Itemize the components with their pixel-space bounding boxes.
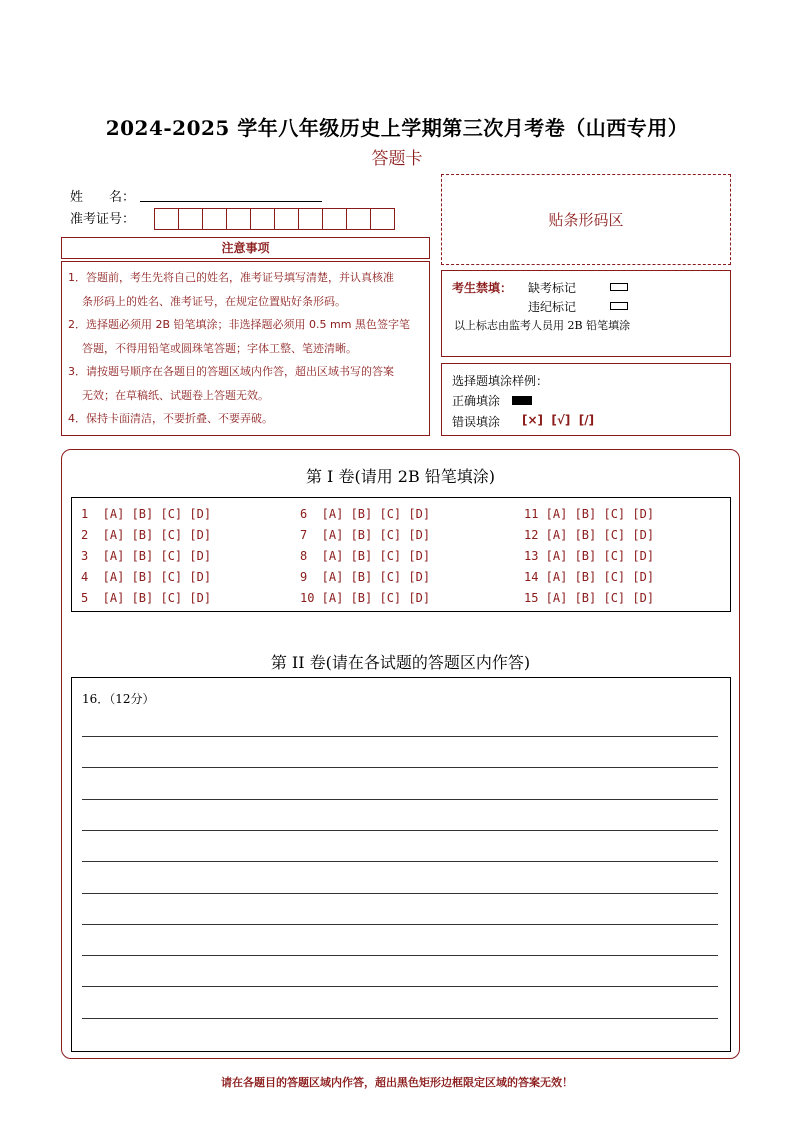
answer-line <box>82 1018 718 1019</box>
written-answer-box[interactable] <box>71 677 731 1052</box>
choice-question[interactable]: 3 [A] [B] [C] [D] <box>81 549 212 563</box>
notice-heading: 注意事项 <box>61 237 430 259</box>
notice-line: 1．答题前，考生先将自己的姓名，准考证号填写清楚，并认真核准 <box>68 271 394 284</box>
choice-question[interactable]: 15 [A] [B] [C] [D] <box>524 591 655 605</box>
id-digit-box[interactable] <box>250 208 275 230</box>
choice-question[interactable]: 10 [A] [B] [C] [D] <box>300 591 431 605</box>
answer-line <box>82 799 718 800</box>
answer-line <box>82 861 718 862</box>
answer-line <box>82 924 718 925</box>
id-digit-box[interactable] <box>154 208 179 230</box>
answer-line <box>82 767 718 768</box>
choice-answer-grid <box>71 497 731 612</box>
violation-mark-box[interactable] <box>610 302 628 310</box>
section1-title: 第 I 卷(请用 2B 铅笔填涂) <box>305 467 496 486</box>
id-digit-box[interactable] <box>322 208 347 230</box>
choice-question[interactable]: 4 [A] [B] [C] [D] <box>81 570 212 584</box>
answer-line <box>82 830 718 831</box>
notice-line: 无效；在草稿纸、试题卷上答题无效。 <box>82 388 269 402</box>
choice-question[interactable]: 5 [A] [B] [C] [D] <box>81 591 212 605</box>
ban-label: 考生禁填： <box>452 281 513 295</box>
page-title: 2024-2025 学年八年级历史上学期第三次月考卷（山西专用） <box>105 116 689 140</box>
choice-question[interactable]: 1 [A] [B] [C] [D] <box>81 507 212 521</box>
id-digit-box[interactable] <box>298 208 323 230</box>
notice-box <box>61 261 430 436</box>
choice-question[interactable]: 8 [A] [B] [C] [D] <box>300 549 431 563</box>
choice-question[interactable]: 13 [A] [B] [C] [D] <box>524 549 655 563</box>
barcode-area <box>441 174 731 265</box>
id-digit-box[interactable] <box>202 208 227 230</box>
question-16-label: 16．（12分） <box>82 692 155 706</box>
choice-question[interactable]: 6 [A] [B] [C] [D] <box>300 507 431 521</box>
choice-question[interactable]: 2 [A] [B] [C] [D] <box>81 528 212 542</box>
id-digit-box[interactable] <box>370 208 395 230</box>
name-field[interactable] <box>140 200 322 202</box>
sample-title: 选择题填涂样例： <box>452 374 549 388</box>
ban-note: 以上标志由监考人员用 2B 铅笔填涂 <box>454 319 631 332</box>
sample-correct-label: 正确填涂 <box>452 394 501 408</box>
choice-question[interactable]: 12 [A] [B] [C] [D] <box>524 528 655 542</box>
notice-line: 4．保持卡面清洁，不要折叠、不要弄破。 <box>68 412 273 425</box>
id-label: 准考证号： <box>70 212 136 227</box>
answer-line <box>82 986 718 987</box>
page-subtitle: 答题卡 <box>371 149 423 169</box>
id-digit-box[interactable] <box>178 208 203 230</box>
sample-wrong-label: 错误填涂 <box>452 415 501 429</box>
choice-question[interactable]: 7 [A] [B] [C] [D] <box>300 528 431 542</box>
filled-mark-icon <box>512 396 532 405</box>
notice-line: 条形码上的姓名、准考证号，在规定位置贴好条形码。 <box>82 294 346 308</box>
section2-title: 第 II 卷(请在各试题的答题区内作答) <box>270 653 531 672</box>
choice-question[interactable]: 9 [A] [B] [C] [D] <box>300 570 431 584</box>
name-label: 姓 名： <box>70 190 136 205</box>
barcode-label: 贴条形码区 <box>548 211 624 229</box>
notice-line: 2．选择题必须用 2B 铅笔填涂；非选择题必须用 0.5 mm 黑色签字笔 <box>68 318 410 331</box>
id-digit-box[interactable] <box>274 208 299 230</box>
violation-label: 违纪标记 <box>528 300 577 314</box>
notice-line: 3．请按题号顺序在各题目的答题区域内作答，超出区域书写的答案 <box>68 365 394 378</box>
sample-box <box>441 363 731 436</box>
choice-question[interactable]: 11 [A] [B] [C] [D] <box>524 507 655 521</box>
id-number-boxes[interactable] <box>155 208 395 230</box>
id-digit-box[interactable] <box>346 208 371 230</box>
answer-line <box>82 893 718 894</box>
sample-wrong-marks: [×] [√] [/] <box>522 413 595 427</box>
absent-label: 缺考标记 <box>528 281 577 295</box>
footer-warning: 请在各题目的答题区域内作答，超出黑色矩形边框限定区域的答案无效！ <box>221 1076 573 1089</box>
absent-mark-box[interactable] <box>610 283 628 291</box>
ban-box <box>441 270 731 357</box>
answer-line <box>82 955 718 956</box>
choice-question[interactable]: 14 [A] [B] [C] [D] <box>524 570 655 584</box>
answer-line <box>82 736 718 737</box>
id-digit-box[interactable] <box>226 208 251 230</box>
notice-line: 答题，不得用铅笔或圆珠笔答题；字体工整、笔迹清晰。 <box>82 341 357 355</box>
